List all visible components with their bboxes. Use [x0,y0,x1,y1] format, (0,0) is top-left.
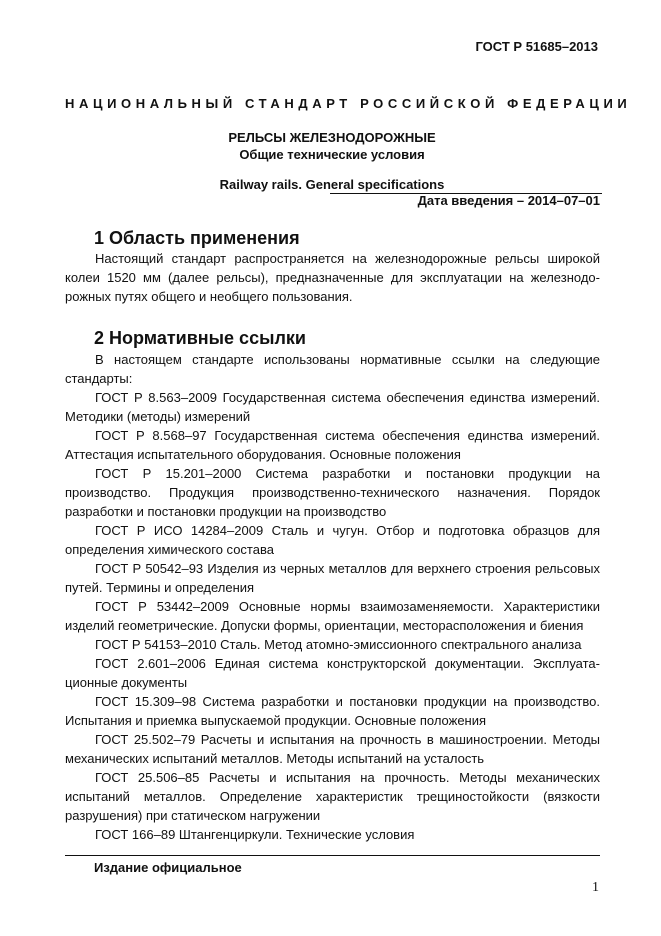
reference-item: ГОСТ Р 8.568–97 Государственная система обеспечения единства измерений. Аттестация испытательного оборудования. Основные положения [65,428,600,462]
paragraph: Настоящий стандарт распространяется на железнодорожные рельсы широкой колеи 1520 мм (далее рельсы), предназначенные для эксплуатации на железнодорожных путях общего и необщего пользования. [65,251,600,304]
reference-item: ГОСТ 25.506–85 Расчеты и испытания на прочность. Методы механических испытаний металлов. Определение характеристик трещиностойкости (вязкости разрушения) при статическом нагружении [65,770,600,823]
reference-item: ГОСТ 25.502–79 Расчеты и испытания на прочность в машиностроении. Методы механических испытаний металлов. Методы испытаний на усталость [65,732,600,766]
section-2-heading: 2 Нормативные ссылки [94,328,306,348]
section-2-body [65,350,600,844]
reference-item: ГОСТ Р 8.563–2009 Государственная система обеспечения единства измерений. Методики (методы) измерений [65,390,600,424]
paragraph-intro: В настоящем стандарте использованы нормативные ссылки на следующие стандарты: [65,352,600,386]
reference-item: ГОСТ 166–89 Штангенциркули. Технические условия [95,827,415,842]
reference-item: ГОСТ Р 50542–93 Изделия из черных металлов для верхнего строения рельсовых путей. Термины и определения [65,561,600,595]
reference-item: ГОСТ Р 15.201–2000 Система разработки и постановки продукции на производство. Продукция производственно-технического назначения. Порядок разработки и постановки продукции на производство [65,466,600,519]
document-code: ГОСТ Р 51685–2013 [475,39,598,54]
reference-item: ГОСТ Р 54153–2010 Сталь. Метод атомно-эмиссионного спектрального анализа [95,637,582,652]
official-edition-label: Издание официальное [94,860,242,875]
section-1-body [65,249,600,306]
page-number: 1 [592,880,599,895]
introduction-date: Дата введения – 2014–07–01 [417,193,600,208]
section-1-heading: 1 Область применения [94,228,300,248]
reference-item: ГОСТ 2.601–2006 Единая система конструкторской документации. Эксплуатационные документы [65,656,600,690]
standard-subtitle-ru: Общие технические условия [239,147,425,162]
reference-item: ГОСТ 15.309–98 Система разработки и постановки продукции на производство. Испытания и приемка выпускаемой продукции. Основные положения [65,694,600,728]
standard-title-en: Railway rails. General specifications [219,177,445,192]
footer-divider [65,855,600,856]
standard-title-ru: РЕЛЬСЫ ЖЕЛЕЗНОДОРОЖНЫЕ [228,130,436,145]
standard-title [65,129,599,163]
national-standard-title: НАЦИОНАЛЬНЫЙ СТАНДАРТ РОССИЙСКОЙ ФЕДЕРАЦИИ [65,96,632,111]
reference-item: ГОСТ Р 53442–2009 Основные нормы взаимозаменяемости. Характеристики изделий геометрические. Допуски формы, ориентации, месторасположения и биения [65,599,600,633]
reference-item: ГОСТ Р ИСО 14284–2009 Сталь и чугун. Отбор и подготовка образцов для определения химического состава [65,523,600,557]
